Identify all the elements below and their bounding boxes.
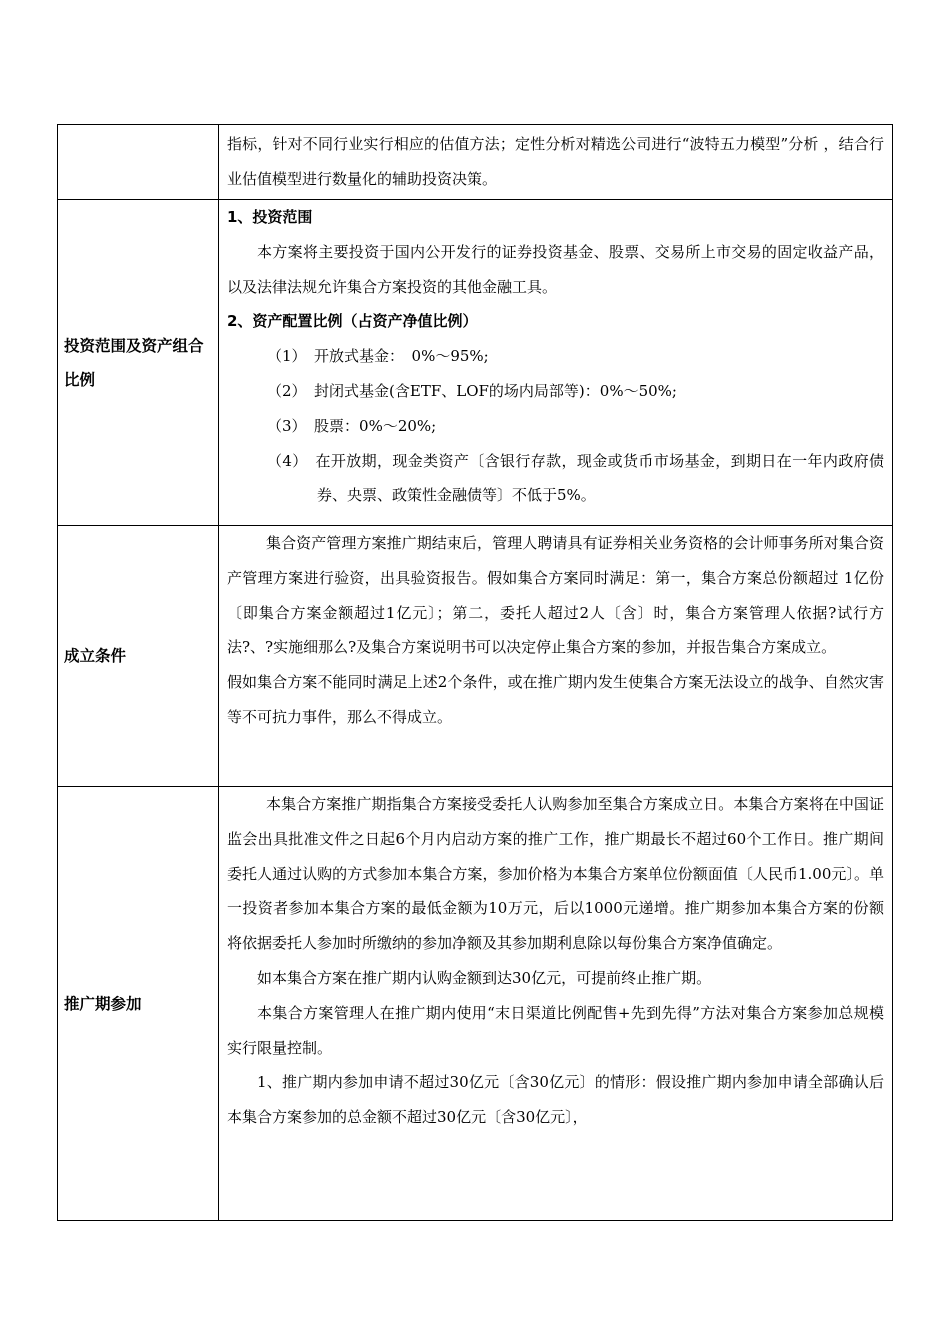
- paragraph: 本集合方案推广期指集合方案接受委托人认购参加至集合方案成立日。本集合方案将在中国证监会出具批准文件之日起6个月内启动方案的推广工作，推广期最长不超过60个工作日。推广期间委托人通过认购的方式参加本集合方案，参加价格为本集合方案单位份额面值〔人民币1.00元〕。单一投资者参加本集合方案的最低金额为10万元，后以1000元递增。推广期参加本集合方案的份额将依据委托人参加时所缴纳的参加净额及其参加期利息除以每份集合方案净值确定。: [227, 795, 884, 953]
- row-label: 成立条件: [64, 647, 127, 665]
- paragraph: 1、推广期内参加申请不超过30亿元〔含30亿元〕的情形：假设推广期内参加申请全部确认后本集合方案参加的总金额不超过30亿元〔含30亿元〕，: [227, 1073, 884, 1127]
- row-label: 推广期参加: [64, 994, 142, 1013]
- list-item: （1） 开放式基金： 0%～95%;: [267, 347, 489, 366]
- table-row: [58, 125, 893, 200]
- info-table: [57, 124, 893, 1221]
- list-item: （4） 在开放期，现金类资产〔含银行存款，现金或货币市场基金，到期日在一年内政府债券、央票、政策性金融债等〕不低于5%。: [267, 451, 884, 505]
- table-row: [58, 787, 893, 1221]
- list-item: （3） 股票：0%～20%;: [267, 416, 437, 435]
- row-label-cell: [58, 200, 219, 526]
- row-content-cell: [219, 125, 893, 200]
- paragraph: 集合资产管理方案推广期结束后，管理人聘请具有证券相关业务资格的会计师事务所对集合资产管理方案进行验资，出具验资报告。假如集合方案同时满足：第一，集合方案总份额超过 1亿份〔即集合方案金额超过1亿元〕；第二，委托人超过2人〔含〕时，集合方案管理人依据?试行方法?、?实施细那么?及集合方案说明书可以决定停止集合方案的参加，并报告集合方案成立。: [227, 534, 884, 657]
- paragraph: 本方案将主要投资于国内公开发行的证券投资基金、股票、交易所上市交易的固定收益产品，以及法律法规允许集合方案投资的其他金融工具。: [227, 242, 884, 296]
- paragraph: 如本集合方案在推广期内认购金额到达30亿元，可提前终止推广期。: [257, 968, 712, 987]
- row-label: 投资范围及资产组合比例: [64, 336, 204, 389]
- row-label-cell: [58, 125, 219, 200]
- row-content-cell: [219, 200, 893, 526]
- paragraph: 本集合方案管理人在推广期内使用“末日渠道比例配售+先到先得”方法对集合方案参加总规模实行限量控制。: [227, 1003, 884, 1057]
- table-row: [58, 526, 893, 787]
- section-heading: 1、投资范围: [227, 208, 313, 226]
- row-content-cell: [219, 526, 893, 787]
- row-content-cell: [219, 787, 893, 1221]
- list-item: （2） 封闭式基金(含ETF、LOF的场内局部等)：0%～50%;: [267, 381, 677, 400]
- section-heading: 2、资产配置比例（占资产净值比例）: [227, 312, 478, 331]
- paragraph: 假如集合方案不能同时满足上述2个条件，或在推广期内发生使集合方案无法设立的战争、自然灾害等不可抗力事件，那么不得成立。: [227, 673, 884, 726]
- paragraph: 指标，针对不同行业实行相应的估值方法；定性分析对精选公司进行“波特五力模型”分析 ，结合行业估值模型进行数量化的辅助投资决策。: [227, 135, 884, 188]
- row-label-cell: [58, 787, 219, 1221]
- table-row: [58, 200, 893, 526]
- row-label-cell: [58, 526, 219, 787]
